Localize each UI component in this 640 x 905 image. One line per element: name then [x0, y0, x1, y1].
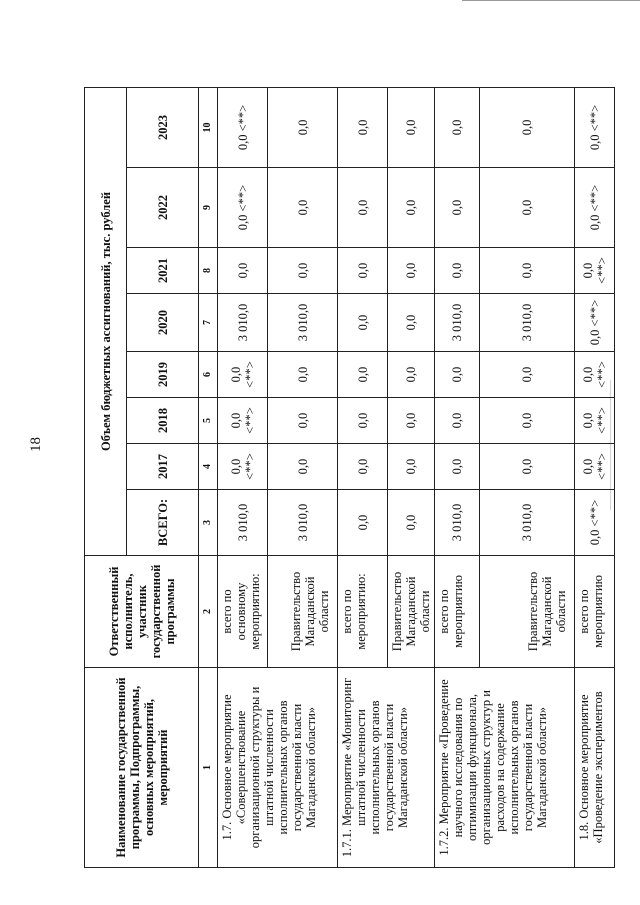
index-cell: 1 [199, 668, 218, 868]
value-cell: 0,0 [268, 168, 338, 248]
index-cell: 6 [199, 352, 218, 398]
value-cell: 3 010,0 [268, 294, 338, 352]
index-cell: 2 [199, 556, 218, 668]
value-cell: 0,0 [338, 168, 388, 248]
value-cell: 0,0 <**> [575, 398, 615, 444]
year-header: 2022 [127, 168, 199, 248]
table-row [218, 87, 268, 867]
value-cell: 0,0 <**> [575, 352, 615, 398]
table-row [338, 87, 388, 867]
value-cell: 0,0 <**> [218, 398, 268, 444]
index-cell: 8 [199, 248, 218, 294]
value-cell: 0,0 [435, 87, 480, 167]
value-cell: 3 010,0 [268, 490, 338, 556]
value-cell: 0,0 [268, 398, 338, 444]
value-cell: 0,0 <**> [575, 444, 615, 490]
value-cell: 0,0 [218, 248, 268, 294]
value-cell: 0,0 <**> [575, 87, 615, 167]
year-header: 2017 [127, 444, 199, 490]
index-cell: 9 [199, 168, 218, 248]
value-cell: 0,0 [480, 352, 575, 398]
value-cell: 3 010,0 [218, 490, 268, 556]
value-cell: 0,0 [480, 168, 575, 248]
value-cell: 3 010,0 [435, 294, 480, 352]
col-name-header: Наименование государственной программы, Подпрограммы, основных мероприятий, мероприятий [85, 668, 199, 868]
activity-name-cell: 1.7.2. Мероприятие «Проведение научного исследования по оптимизации функционала, организационных структур и расходов на содержание исполнительных органов государственной власти Магаданской области» [435, 668, 575, 868]
value-cell: 0,0 [338, 398, 388, 444]
value-cell: 0,0 <**> [218, 444, 268, 490]
value-cell: 3 010,0 [218, 294, 268, 352]
value-cell: 0,0 [338, 87, 388, 167]
index-cell: 7 [199, 294, 218, 352]
index-cell: 5 [199, 398, 218, 444]
value-cell: 0,0 [388, 294, 435, 352]
year-header: ВСЕГО: [127, 490, 199, 556]
year-header: 2019 [127, 352, 199, 398]
value-cell: 0,0 <**> [218, 168, 268, 248]
executor-cell: всего по мероприятию [575, 556, 615, 668]
executor-cell: Правительство Магаданской области [268, 556, 338, 668]
value-cell: 0,0 <**> [575, 248, 615, 294]
budget-group-header: Объем бюджетных ассигнований, тыс. рублей [85, 87, 127, 555]
index-cell: 10 [199, 87, 218, 167]
year-header: 2023 [127, 87, 199, 167]
value-cell: 0,0 [480, 398, 575, 444]
value-cell: 3 010,0 [480, 294, 575, 352]
value-cell: 0,0 [435, 248, 480, 294]
value-cell: 0,0 [338, 294, 388, 352]
value-cell: 0,0 [268, 444, 338, 490]
year-header: 2018 [127, 398, 199, 444]
value-cell: 0,0 [338, 248, 388, 294]
budget-table [84, 87, 615, 868]
value-cell: 0,0 [435, 352, 480, 398]
executor-cell: Правительство Магаданской области [388, 556, 435, 668]
value-cell: 0,0 [480, 87, 575, 167]
activity-name-cell: 1.8. Основное мероприятие «Проведение экспериментов [575, 668, 615, 868]
executor-cell: всего по основному мероприятию: [218, 556, 268, 668]
rotated-sheet [84, 88, 609, 868]
col-executor-header: Ответственный исполнитель, участник государственной программы [85, 556, 199, 668]
index-row [199, 87, 218, 867]
value-cell: 0,0 [388, 248, 435, 294]
value-cell: 0,0 [388, 398, 435, 444]
table-row [575, 87, 615, 867]
value-cell: 0,0 [480, 444, 575, 490]
year-header: 2021 [127, 248, 199, 294]
value-cell: 0,0 [388, 444, 435, 490]
value-cell: 0,0 [268, 248, 338, 294]
value-cell: 0,0 [388, 87, 435, 167]
value-cell: 0,0 <**> [218, 352, 268, 398]
value-cell: 0,0 [338, 444, 388, 490]
activity-name-cell: 1.7.1. Мероприятие «Мониторинг штатной численности исполнительных органов государственной власти Магаданской области» [338, 668, 435, 868]
table-row [435, 87, 480, 867]
value-cell: 0,0 [338, 490, 388, 556]
value-cell: 0,0 [435, 168, 480, 248]
executor-cell: Правительство Магаданской области [480, 556, 575, 668]
executor-cell: всего по мероприятию [435, 556, 480, 668]
executor-cell: всего по мероприятию: [338, 556, 388, 668]
value-cell: 0,0 [480, 248, 575, 294]
page-number: 18 [28, 437, 44, 452]
value-cell: 0,0 <**> [575, 168, 615, 248]
value-cell: 0,0 <**> [218, 87, 268, 167]
value-cell: 0,0 [435, 444, 480, 490]
value-cell: 3 010,0 [480, 490, 575, 556]
year-header: 2020 [127, 294, 199, 352]
value-cell: 0,0 <**> [575, 294, 615, 352]
header-row-1 [85, 87, 127, 867]
value-cell: 0,0 [268, 87, 338, 167]
value-cell: 0,0 [268, 352, 338, 398]
value-cell: 0,0 [338, 352, 388, 398]
index-cell: 3 [199, 490, 218, 556]
value-cell: 0,0 [388, 352, 435, 398]
value-cell: 0,0 [388, 490, 435, 556]
value-cell: 0,0 [388, 168, 435, 248]
index-cell: 4 [199, 444, 218, 490]
value-cell: 3 010,0 [435, 490, 480, 556]
value-cell: 0,0 [435, 398, 480, 444]
top-rule [462, 0, 640, 1]
value-cell: 0,0 <**> [575, 490, 615, 556]
activity-name-cell: 1.7. Основное мероприятие «Совершенствование организационной структуры и штатной численности исполнительных органов государственной власти Магаданской области» [218, 668, 338, 868]
